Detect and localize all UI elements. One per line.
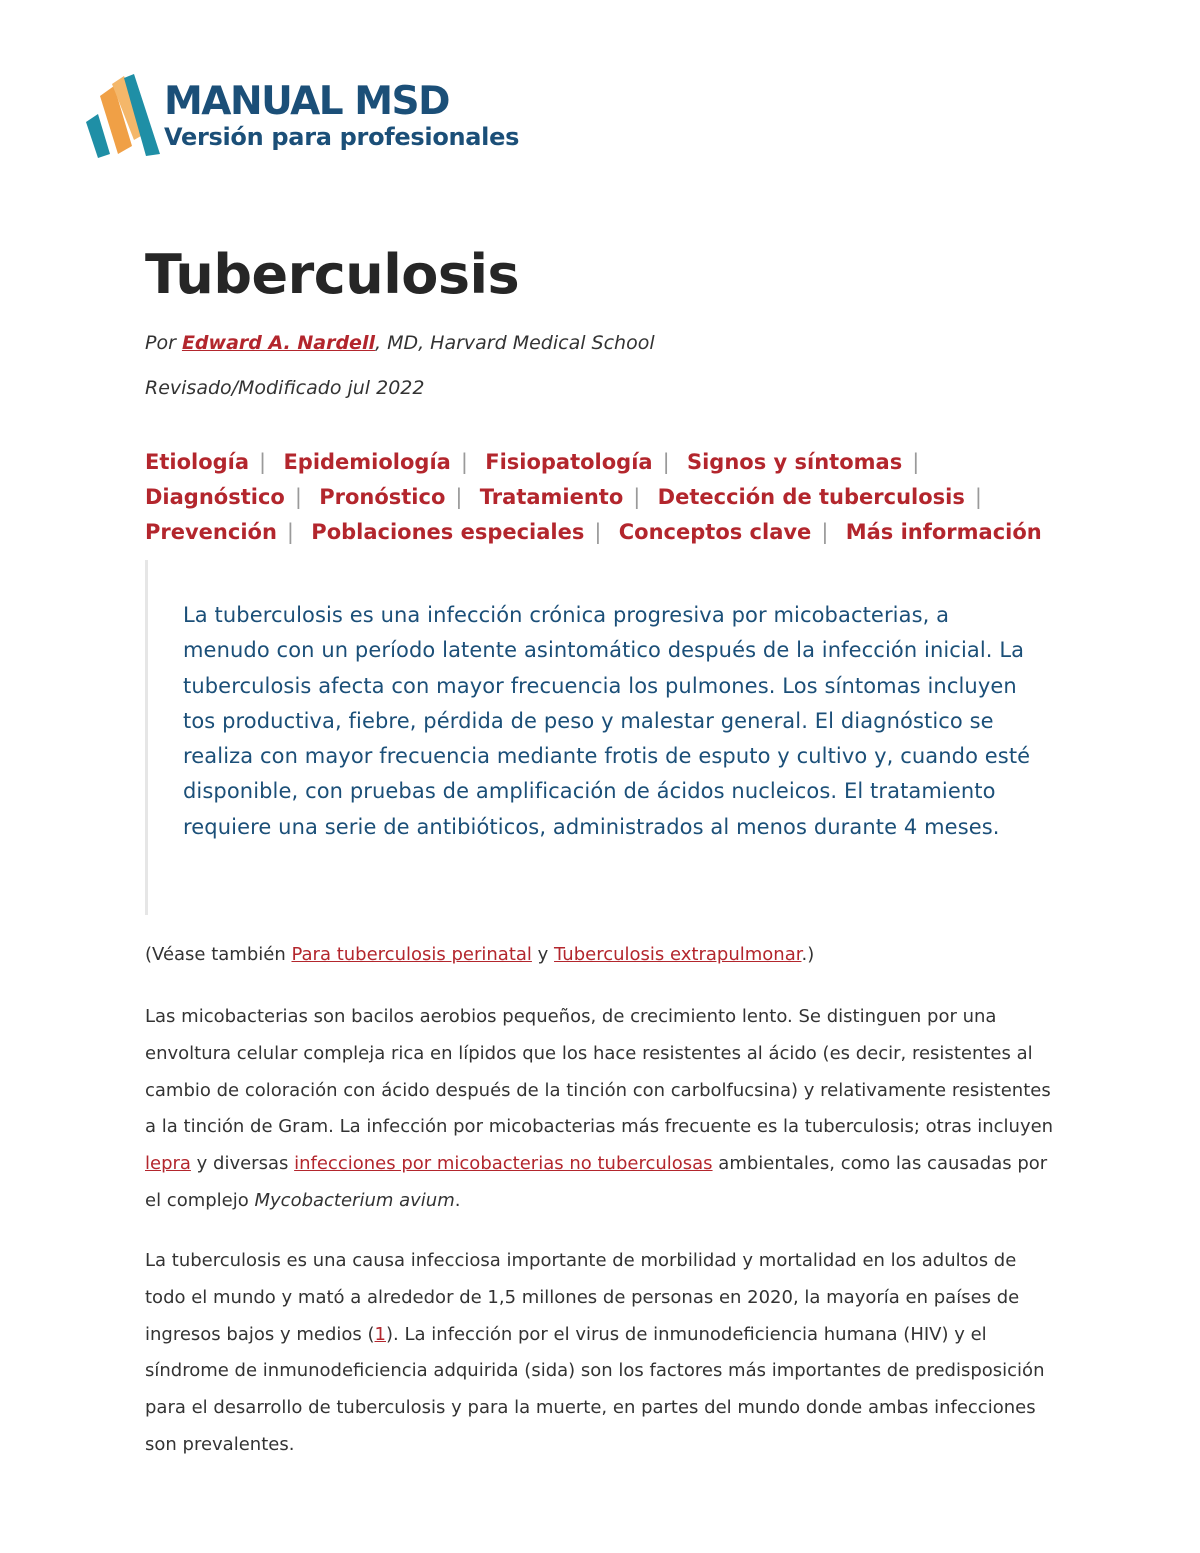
paragraph-text: . [454, 1189, 461, 1211]
toc-link-conceptos-clave[interactable]: Conceptos clave [618, 520, 812, 544]
section-nav [145, 445, 1065, 550]
toc-separator: | [974, 485, 982, 509]
toc-separator: | [912, 450, 920, 474]
paragraph-text: ). La infección por el virus de inmunodeficiencia humana (HIV) y el síndrome de inmunodeficiencia adquirida (sida) son los factores más importantes de predisposición para el desarrollo de tuberculosis y para la muerte, en partes del mundo donde ambas infecciones son prevalentes. [145, 1323, 1045, 1455]
toc-link-poblaciones-especiales[interactable]: Poblaciones especiales [311, 520, 585, 544]
toc-separator: | [259, 450, 267, 474]
byline-prefix: Por [145, 332, 182, 354]
link-lepra[interactable]: lepra [145, 1153, 191, 1175]
summary-box [145, 560, 1048, 915]
toc-link-pronostico[interactable]: Pronóstico [319, 485, 446, 509]
toc-link-prevencion[interactable]: Prevención [145, 520, 277, 544]
byline [145, 328, 655, 358]
toc-separator: | [662, 450, 670, 474]
toc-link-fisiopatologia[interactable]: Fisiopatología [485, 450, 653, 474]
toc-link-mas-informacion[interactable]: Más información [845, 520, 1042, 544]
toc-link-tratamiento[interactable]: Tratamiento [479, 485, 624, 509]
brand-subtitle: Versión para profesionales [164, 123, 520, 151]
toc-separator: | [594, 520, 602, 544]
paragraph-text: Las micobacterias son bacilos aerobios pequeños, de crecimiento lento. Se distinguen por una envoltura celular compleja rica en lípidos que los hace resistentes al ácido (es decir, resistentes al cambio de coloración con ácido después de la tinción con carbolfucsina) y relativamente resistentes a la tinción de Gram. La infección por micobacterias más frecuente es la tuberculosis; otras incluyen [145, 1006, 1054, 1138]
toc-link-deteccion[interactable]: Detección de tuberculosis [657, 485, 965, 509]
page-title: Tuberculosis [145, 243, 520, 306]
see-also-prefix: (Véase también [145, 944, 292, 965]
body-paragraph [145, 1243, 1060, 1464]
toc-separator: | [455, 485, 463, 509]
toc-separator: | [821, 520, 829, 544]
paragraph-text: La tuberculosis es una causa infecciosa importante de morbilidad y mortalidad en los adultos de todo el mundo y mató a alrededor de 1,5 millones de personas en 2020, la mayoría en países de ingresos bajos y medios ( [145, 1250, 1020, 1345]
paragraph-text: ambientales, como las causadas por el complejo [145, 1153, 1048, 1211]
toc-link-etiologia[interactable]: Etiología [145, 450, 250, 474]
paragraph-text: y diversas [190, 1153, 295, 1175]
link-extrapulmonary-tb[interactable]: Tuberculosis extrapulmonar [554, 944, 802, 965]
revision-date: Revisado/Modificado jul 2022 [145, 377, 425, 399]
brand-name: MANUAL MSD [164, 79, 449, 124]
see-also-mid: y [531, 944, 555, 965]
summary-text: La tuberculosis es una infección crónica progresiva por micobacterias, a menudo con un período latente asintomático después de la infección inicial. La tuberculosis afecta con mayor frecuencia los pulmones. Los síntomas incluyen tos productiva, fiebre, pérdida de peso y malestar general. El diagnóstico se realiza con mayor frecuencia mediante frotis de esputo y cultivo y, cuando esté disponible, con pruebas de amplificación de ácidos nucleicos. El tratamiento requiere una serie de antibióticos, administrados al menos durante 4 meses. [183, 603, 1031, 839]
toc-separator: | [294, 485, 302, 509]
link-ntm-infections[interactable]: infecciones por micobacterias no tuberculosas [294, 1153, 713, 1175]
species-name: Mycobacterium avium [254, 1189, 455, 1211]
manual-msd-logo-icon [84, 74, 164, 158]
see-also-suffix: .) [801, 944, 815, 965]
toc-separator: | [633, 485, 641, 509]
body-paragraph [145, 999, 1060, 1220]
reference-link[interactable]: 1 [374, 1323, 386, 1345]
link-perinatal-tb[interactable]: Para tuberculosis perinatal [291, 944, 532, 965]
site-logo[interactable] [84, 74, 544, 164]
toc-separator: | [460, 450, 468, 474]
toc-link-epidemiologia[interactable]: Epidemiología [283, 450, 451, 474]
toc-link-diagnostico[interactable]: Diagnóstico [145, 485, 285, 509]
author-link[interactable]: Edward A. Nardell [181, 332, 375, 354]
toc-link-signos-sintomas[interactable]: Signos y síntomas [686, 450, 903, 474]
toc-separator: | [286, 520, 294, 544]
see-also [145, 937, 1060, 974]
author-affiliation: , MD, Harvard Medical School [374, 332, 655, 354]
